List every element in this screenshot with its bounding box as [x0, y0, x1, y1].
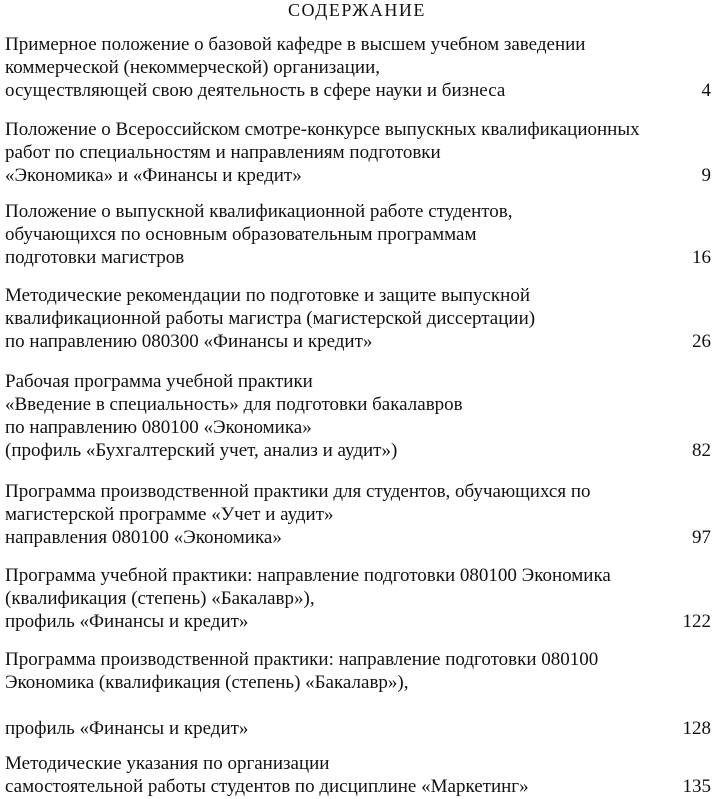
toc-entry-text: профиль «Финансы и кредит» — [5, 718, 249, 739]
toc-entry — [5, 33, 711, 102]
toc-title: СОДЕРЖАНИЕ — [288, 0, 426, 20]
toc-entry — [5, 480, 711, 549]
toc-page-number: 82 — [692, 440, 711, 461]
toc-entry-text: Программа учебной практики: направление подготовки 080100 Экономика — [5, 565, 611, 586]
toc-page-number: 128 — [682, 718, 711, 739]
toc-entry-text: Методические рекомендации по подготовке и защите выпускной — [5, 285, 530, 306]
toc-entry-text: направления 080100 «Экономика» — [5, 527, 282, 548]
toc-entry-text: подготовки магистров — [5, 247, 185, 268]
toc-entry-text: Рабочая программа учебной практики — [5, 371, 313, 392]
toc-page-number: 97 — [692, 527, 711, 548]
toc-entry-text: Методические указания по организации — [5, 753, 330, 774]
toc-entry — [5, 564, 711, 633]
toc-entry-text: Положение о выпускной квалификационной работе студентов, — [5, 201, 513, 222]
toc-entry — [5, 752, 711, 798]
toc-entry-text: профиль «Финансы и кредит» — [5, 611, 249, 632]
toc-entry-text: коммерческой (некоммерческой) организации, — [5, 57, 380, 78]
toc-page-number: 9 — [701, 165, 711, 186]
toc-entry — [5, 370, 711, 462]
toc-entry-text: Примерное положение о базовой кафедре в высшем учебном заведении — [5, 34, 586, 55]
toc-entry-text: по направлению 080300 «Финансы и кредит» — [5, 331, 373, 352]
toc-entry-text: обучающихся по основным образовательным программам — [5, 224, 477, 245]
toc-entry-text: «Экономика» и «Финансы и кредит» — [5, 165, 302, 186]
toc-entry-text: «Введение в специальность» для подготовки бакалавров — [5, 394, 463, 415]
toc-entry-text: (профиль «Бухгалтерский учет, анализ и аудит») — [5, 440, 398, 461]
toc-entry-text: Положение о Всероссийском смотре-конкурсе выпускных квалификационных — [5, 119, 640, 140]
toc-entry-spacer — [5, 694, 711, 717]
toc-page-number: 122 — [682, 611, 711, 632]
toc-page-number: 4 — [701, 80, 711, 101]
toc-page-number: 16 — [692, 247, 711, 268]
toc-page-number: 26 — [692, 331, 711, 352]
toc-entry-text: осуществляющей свою деятельность в сфере науки и бизнеса — [5, 80, 506, 101]
toc-entry-text: Программа производственной практики для студентов, обучающихся по — [5, 481, 591, 502]
toc-entry-text: Экономика (квалификация (степень) «Бакалавр»), — [5, 672, 409, 693]
toc-entry — [5, 118, 711, 187]
toc-entry-text: квалификационной работы магистра (магистерской диссертации) — [5, 308, 536, 329]
toc-entry-text: магистерской программе «Учет и аудит» — [5, 504, 334, 525]
toc-entry-text: (квалификация (степень) «Бакалавр»), — [5, 588, 315, 609]
toc-entry-text: самостоятельной работы студентов по дисциплине «Маркетинг» — [5, 776, 529, 797]
toc-page-number: 135 — [682, 776, 711, 797]
toc-entry-text: по направлению 080100 «Экономика» — [5, 417, 312, 438]
toc-entry — [5, 648, 711, 740]
toc-entry — [5, 200, 711, 269]
toc-entry-text: работ по специальностям и направлениям подготовки — [5, 142, 441, 163]
toc-entry — [5, 284, 711, 353]
toc-entry-text: Программа производственной практики: направление подготовки 080100 — [5, 649, 599, 670]
